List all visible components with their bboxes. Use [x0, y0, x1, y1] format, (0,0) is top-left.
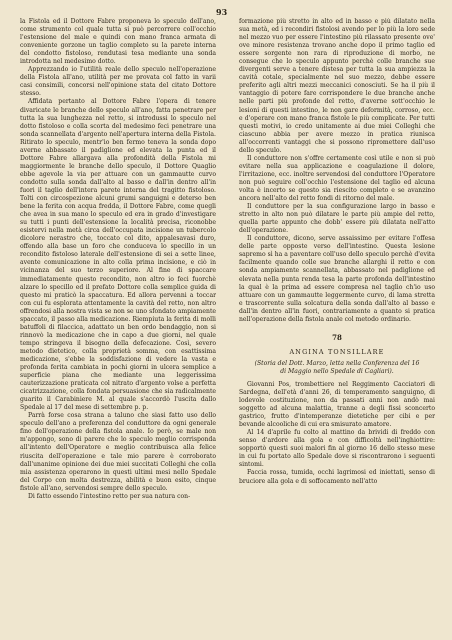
right-paragraph: Il conduttore, dicono, serve assaissimo per evitare l'offesa delle parte opposte verso dell'intestino. Questa lesione sapremo sì ha a paventare coll'uso dello speculo perchè d'evita facilmente quando colle sue branche allarghi il retto e con sonda ampiamente scannellata, abbassato nel padiglione ed elevata nella punta renda tesa la parte profonda dell'intestino la qual è la prima ad essere compresa nel taglio ch'io uso attuare con un gammautte leggermente curvo, di lama stretta e trascorrente sulla solcatura della sonda dall'alto al basso e dall'in dentro all'in fuori, contrariamente a quanto si pratica nell'operazione della fistola anale col metodo ordinario.	[239, 235, 435, 323]
left-paragraph: la Fistola ed il Dottore Fabre proponeva lo speculo dell'ano, come strumento col quale tutta si può percorrere coll'occhio l'estensione del male e quindi con mano franca armata di conveniente gorzone un taglio completo su la parete interna del condotto fistoloso, rendutasi tesa mediante una sonda introdotta nel medesimo dotto.	[20, 18, 216, 66]
right-paragraph: Il conduttore per la sua configurazione largo in basso e stretto in alto non può dilatare le parte più ampie del retto, quella parte appunto che dobb' essere più dilatata nell'atto dell'operazione.	[239, 203, 435, 235]
left-paragraph: Di fatto essendo l'intestino retto per sua natura con-	[28, 492, 191, 500]
section-byline-line-2: di Maggio nello Spedale di Cagliari).	[280, 367, 394, 375]
section-title: ANGINA TONSILLARE	[289, 347, 385, 356]
section-number: 78	[332, 332, 342, 342]
right-paragraph: Giovanni Pos, trombettiere nel Reggimento Cacciatori di Sardegna, dell'età d'anni 26, di temperamento sanguigno, di lodevole costituzione, non da passati anni non andò mai soggetto ad alcuna malattia, tranne a degli fissi sconcerto gastrico, frutto d'intemperanze dietetiche per cibi e per bevande alcooliche di cui era smisurato amatore.	[239, 380, 435, 429]
section-byline-line-1: (Storia del Dott. Marzo, letta nella Conferenza del 16	[254, 359, 420, 367]
right-paragraph: formazione più stretto in alto ed in basso e più dilatato nella sua metà, ed i recondiri fistolosi avendo per lo più la loro sede nel mezzo vuo per essere l'intestino più rilassato presente ove' ove minore resistenza trovano anche dopo il primo taglio ed essere sorgente non rara di riproduzione di morbo, ne consegue che lo speculo appunto perchè colle branche sue divergenti serve a tenere distesa per tutta la sua ampiezza la cavità cotale, specialmente nel suo mezzo, debbe essere preferito agli altri mezzi meccanici conosciuti. Se ha il più il vantaggio di potere fare corrispondere le due branche anche nelle parti più profonde del retto, d'averne sott'occhio le lesioni di questi intestino, le non gare deformità, corroso, ecc. e d'operare con mano franca fistole le più complicate. Per tutti questi motivi, io credo unitamente ai due miei Colleghi che ciascuno abbia per avere mezzo in pratica riunisca all'occorrenti vantaggi che si possono ripromettere dall'uso dello speculo.	[239, 18, 435, 154]
right-paragraph: Faccia rossa, tumida, occhi lagrimosi ed iniettati, senso di bruciore alla gola e di soffocamento nell'atto	[239, 469, 435, 485]
right-column	[239, 18, 435, 622]
left-column	[20, 18, 216, 622]
section-byline	[239, 360, 435, 376]
right-paragraph: Il conduttore non s'offre certamente così utile e non si può evitare nella sua applicazione e coagulazione il dolore, l'irritazione, ecc. inoltre servendosi del conduttore l'Operatore non può seguire coll'occhio l'estensione del taglio ed alcuna volta è incerto se questo sia riescito completo e se avanzino ancora nell'alto del retto fondi di ritorno del male.	[239, 154, 435, 203]
left-paragraph: Parrà forse cosa strana a taluno che siasi fatto uso dello speculo dell'ano a preferenza del conduttore da ogni generale fino dell'operazione della fistola anale. Io però, se male non m'appongo, sono di parere che lo speculo meglio corrisponda all'intento dell'Operatore e meglio contribuisca alla felice riuscita dell'operazione e tale mio parere è corroborato dall'unanime opinione dei due miei succitati Colleghi che colla mia assistenza operarono in questi ultimi mesi nello Spedale del Corpo con molta destrezza, abilità e buon esito, cinque fistole all'ano, servendosi sempre dello speculo.	[20, 412, 216, 492]
left-paragraph: Apprezzando io l'utilità reale dello speculo nell'operazione della Fistola all'ano, utilità per me provata col fatto in varii casi consimili, concorsi nell'opinione stata del citato Dottore stesso.	[20, 66, 216, 98]
right-paragraph: Al 14 d'aprile fu colto al mattino da brividi di freddo con senso d'ardore alla gola e con difficoltà nell'inghiottire: sopportò questi suoi malori fin al giorno 16 dello stesso mese in cui fu portato allo Spedale dove si riscontrarono i seguenti sintomi.	[239, 429, 435, 469]
page-number: 93	[216, 7, 228, 17]
left-paragraph: Affidata pertanto al Dottore Fabre l'opera di tenere divaricate le branche dello speculo all'ano, fatta penetrare per tutta la sua lunghezza nel retto, si introdussi lo speculo nel dotto fistoloso e colla scorta del medesimo feci penetrare una sonda scannellata d'argento nell'apertura interna della Fistola. Ritirato lo speculo, mentr'io ben fermo teneva la sonda dopo averne abbassato il padiglione ed elevata la punta ed il Dottore Fabre allargava alla profondità della Fistola mi maggiormente le branche dello speculo, il Dottore Quaglio ebbe agevole la via per attuare con un gammautte curvo condotto sulla sonda dall'alto al basso e dall'in dentro all'in fuori il taglio dell'intera parete interna del tragitto fistoloso. Tolti con circospezione alcuni grumi sanguigni e deterso ben bene la ferita con acqua fredda, il Dottore Fabre, come quegli che avea in sua mano lo speculo ed era in grado d'investigare su tutti i punti dell'estensione la località precisa, riconobbe esistervi nella metà circa dell'occupata incisione un tubercolo dicolore nerastro che, toccato col dito, appalesavasi duro, offendo alla base un foro che conduceva lo specillo in un recondito fistoloso laterale dell'estensione di sei a sette linee, avente comunicazione in alto colla prima incisione, e ciò in vicinanza del suo terzo superiore. Al fine di spaccare immediatamente questo recondito, non altro io feci fuorchè alzare lo specillo ed il prefato Dottore colla semplice guida di questo mi praticò la spaccatura. Ed allora pervenni a toccar con cui fu esplorata attentamente la cavità del retto, non altro offrendosi alla nostra vista se non se uno sfondato ampiamente spaccato, il passo alla medicazione. Riempiuta la ferita di molli batuffoli di filaccica, adattato un ben ordo bendaggio, non si rinnovò la medicazione che in capo a due giorni, nel quale tempo stringeva il bisogno della defecazione. Così, severo metodo dietetico, colla proprietà somma, con esattissima medicazione, s'ebbe la soddisfazione di vedere la vasta e profonda ferita cambiata in pochi giorni in ulcera semplice a superficie piana che mediante una leggerissima cauterizzazione praticata col nitrato d'argento volse a perfetta cicatrizzazione, colla fondata persuasione che sia radicalmente guarito il Carabiniere M. al quale s'accordò l'uscita dallo Spedale al 17 del mese di settembre p. p.	[20, 98, 216, 412]
